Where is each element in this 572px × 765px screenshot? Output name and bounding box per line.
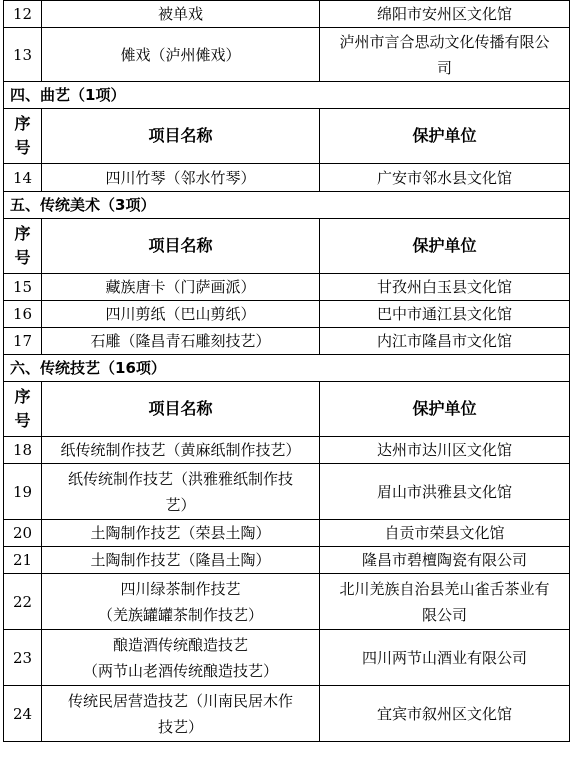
- project-name: 土陶制作技艺（荣县土陶）: [42, 520, 320, 547]
- table-row: [4, 28, 570, 82]
- protection-unit: 巴中市通江县文化馆: [320, 301, 570, 328]
- project-name-line: 四川绿茶制作技艺: [120, 579, 241, 598]
- seq-header-line: 号: [14, 138, 31, 157]
- table-row: [4, 328, 570, 355]
- project-name-line: 技艺）: [157, 717, 203, 736]
- row-number: 13: [4, 28, 42, 82]
- project-name: [42, 686, 320, 742]
- project-name: 藏族唐卡（门萨画派）: [42, 274, 320, 301]
- protection-unit-line: 泸州市言合思动文化传播有限公: [339, 32, 550, 51]
- table-row: [4, 164, 570, 192]
- project-name-line: 酿造酒传统酿造技艺: [112, 635, 248, 654]
- table-row: [4, 274, 570, 301]
- header-row: [4, 382, 570, 437]
- table-row: [4, 547, 570, 574]
- protection-unit: 广安市邻水县文化馆: [320, 164, 570, 192]
- table-row: [4, 464, 570, 520]
- table-row: [4, 686, 570, 742]
- row-number: 20: [4, 520, 42, 547]
- seq-header: [4, 219, 42, 274]
- section-row: [4, 82, 570, 109]
- name-header: 项目名称: [42, 382, 320, 437]
- protection-unit: 达州市达川区文化馆: [320, 437, 570, 464]
- unit-header: 保护单位: [320, 219, 570, 274]
- section-title: 五、传统美术（3项）: [4, 192, 570, 219]
- table-row: [4, 630, 570, 686]
- project-name-line: 纸传统制作技艺（洪雅雅纸制作技: [67, 469, 293, 488]
- header-row: [4, 109, 570, 164]
- seq-header-line: 号: [14, 248, 31, 267]
- seq-header: [4, 382, 42, 437]
- header-row: [4, 219, 570, 274]
- project-name: 土陶制作技艺（隆昌土陶）: [42, 547, 320, 574]
- row-number: 16: [4, 301, 42, 328]
- project-name-line: （两节山老酒传统酿造技艺）: [82, 661, 278, 680]
- row-number: 15: [4, 274, 42, 301]
- row-number: 22: [4, 574, 42, 630]
- project-name-line: （羌族罐罐茶制作技艺）: [97, 605, 263, 624]
- section-row: [4, 355, 570, 382]
- unit-header: 保护单位: [320, 109, 570, 164]
- row-number: 19: [4, 464, 42, 520]
- table-row: [4, 1, 570, 28]
- table-row: [4, 437, 570, 464]
- protection-unit: 隆昌市碧檀陶瓷有限公司: [320, 547, 570, 574]
- protection-unit: 四川两节山酒业有限公司: [320, 630, 570, 686]
- seq-header-line: 序: [14, 387, 31, 406]
- project-name-line: 艺）: [165, 495, 196, 514]
- unit-header: 保护单位: [320, 382, 570, 437]
- protection-unit: [320, 574, 570, 630]
- protection-unit: [320, 28, 570, 82]
- row-number: 14: [4, 164, 42, 192]
- protection-unit: 内江市隆昌市文化馆: [320, 328, 570, 355]
- project-name: 石雕（隆昌青石雕刻技艺）: [42, 328, 320, 355]
- protection-unit-line: 北川羌族自治县羌山雀舌茶业有: [339, 579, 550, 598]
- section-row: [4, 192, 570, 219]
- seq-header: [4, 109, 42, 164]
- protection-unit: 甘孜州白玉县文化馆: [320, 274, 570, 301]
- protection-unit-line: 限公司: [421, 605, 467, 624]
- table-row: [4, 301, 570, 328]
- project-name: 纸传统制作技艺（黄麻纸制作技艺）: [42, 437, 320, 464]
- heritage-project-table: [3, 0, 570, 742]
- project-name: [42, 574, 320, 630]
- project-name: 四川竹琴（邻水竹琴）: [42, 164, 320, 192]
- row-number: 21: [4, 547, 42, 574]
- name-header: 项目名称: [42, 219, 320, 274]
- row-number: 24: [4, 686, 42, 742]
- project-name: 四川剪纸（巴山剪纸）: [42, 301, 320, 328]
- protection-unit: 宜宾市叙州区文化馆: [320, 686, 570, 742]
- project-name: [42, 464, 320, 520]
- project-name-line: 传统民居营造技艺（川南民居木作: [67, 691, 293, 710]
- protection-unit: 眉山市洪雅县文化馆: [320, 464, 570, 520]
- row-number: 18: [4, 437, 42, 464]
- protection-unit: 自贡市荣县文化馆: [320, 520, 570, 547]
- seq-header-line: 序: [14, 114, 31, 133]
- table-row: [4, 574, 570, 630]
- seq-header-line: 号: [14, 411, 31, 430]
- project-name: [42, 630, 320, 686]
- row-number: 23: [4, 630, 42, 686]
- seq-header-line: 序: [14, 224, 31, 243]
- name-header: 项目名称: [42, 109, 320, 164]
- protection-unit: 绵阳市安州区文化馆: [320, 1, 570, 28]
- section-title: 四、曲艺（1项）: [4, 82, 570, 109]
- section-title: 六、传统技艺（16项）: [4, 355, 570, 382]
- protection-unit-line: 司: [436, 58, 452, 77]
- row-number: 17: [4, 328, 42, 355]
- project-name: 被单戏: [42, 1, 320, 28]
- row-number: 12: [4, 1, 42, 28]
- project-name: 傩戏（泸州傩戏）: [42, 28, 320, 82]
- table-row: [4, 520, 570, 547]
